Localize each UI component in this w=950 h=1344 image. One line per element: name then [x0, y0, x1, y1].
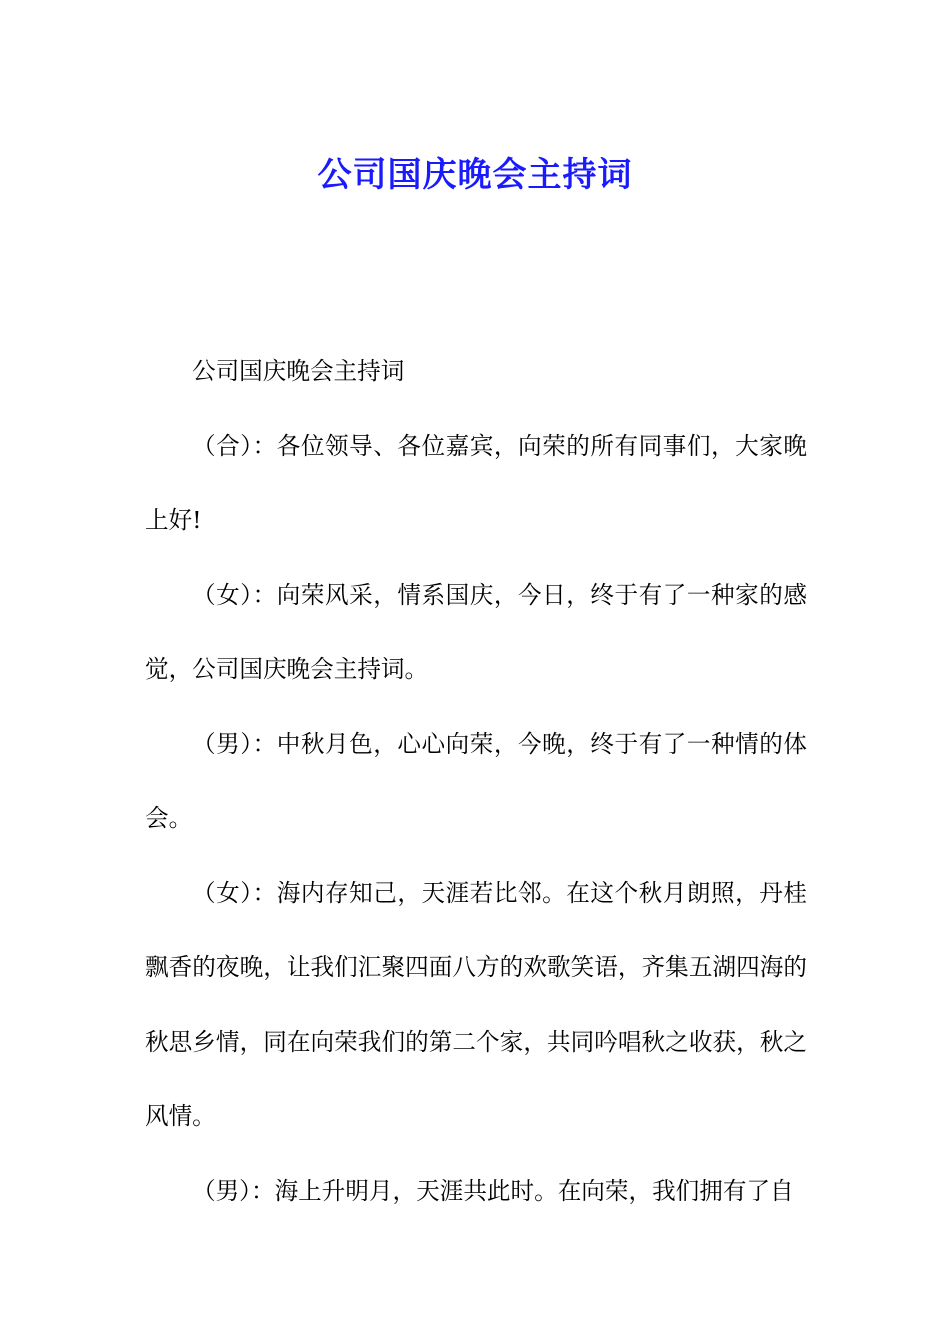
paragraph-female-1: （女）：向荣风采，情系国庆，今日，终于有了一种家的感觉，公司国庆晚会主持词。	[145, 580, 807, 683]
paragraph-male-2: （男）：海上升明月，天涯共此时。在向荣，我们拥有了自	[192, 1176, 794, 1205]
paragraph-heading: 公司国庆晚会主持词	[192, 357, 405, 385]
paragraph-male-1: （男）：中秋月色，心心向荣，今晚，终于有了一种情的体会。	[145, 729, 807, 832]
document-body	[145, 334, 807, 1228]
document-title: 公司国庆晚会主持词	[317, 154, 633, 195]
paragraph-opening-together: （合）：各位领导、各位嘉宾，向荣的所有同事们，大家晚上好!	[145, 431, 807, 534]
paragraph-female-2: （女）：海内存知己，天涯若比邻。在这个秋月朗照，丹桂飘香的夜晚，让我们汇聚四面八方的欢歌笑语，齐集五湖四海的秋思乡情，同在向荣我们的第二个家，共同吟唱秋之收获，秋之风情。	[145, 878, 807, 1130]
